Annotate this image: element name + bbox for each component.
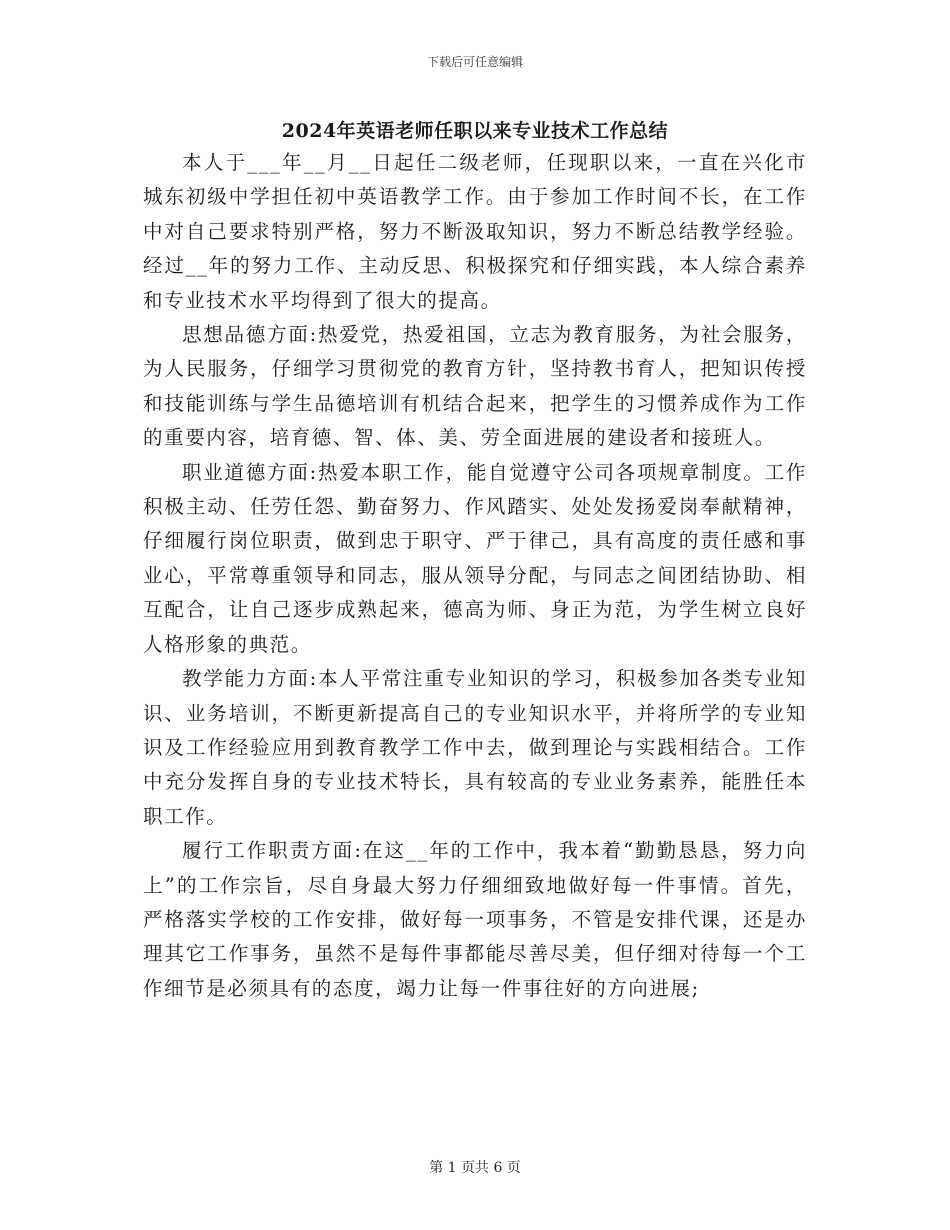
- paragraph-job-duties: 履行工作职责方面:在这__年的工作中，我本着“勤勤恳恳，努力向上”的工作宗旨，尽自身最大努力仔细细致地做好每一件事情。首先，严格落实学校的工作安排，做好每一项事务，不管是安排代课，还是办理其它工作事务，虽然不是每件事都能尽善尽美，但仔细对待每一个工作细节是必须具有的态度，竭力让每一件事往好的方向进展;: [143, 839, 807, 1000]
- document-title: 2024年英语老师任职以来专业技术工作总结: [281, 120, 669, 142]
- page-header: 下载后可任意编辑: [426, 55, 523, 69]
- paragraph-teaching-ability: 教学能力方面:本人平常注重专业知识的学习，积极参加各类专业知识、业务培训，不断更新提高自己的专业知识水平，并将所学的专业知识及工作经验应用到教育教学工作中去，做到理论与实践相结合。工作中充分发挥自身的专业技术特长，具有较高的专业业务素养，能胜任本职工作。: [143, 667, 807, 828]
- paragraph-professional-ethics: 职业道德方面:热爱本职工作，能自觉遵守公司各项规章制度。工作积极主动、任劳任怨、勤奋努力、作风踏实、处处发扬爱岗奉献精神，仔细履行岗位职责，做到忠于职守、严于律己，具有高度的责任感和事业心，平常尊重领导和同志，服从领导分配，与同志之间团结协助、相互配合，让自己逐步成熟起来，德高为师、身正为范，为学生树立良好人格形象的典范。: [143, 460, 807, 656]
- paragraph-intro: 本人于___年__月__日起任二级老师，任现职以来，一直在兴化市城东初级中学担任初中英语教学工作。由于参加工作时间不长，在工作中对自己要求特别严格，努力不断汲取知识，努力不断总结教学经验。经过__年的努力工作、主动反思、积极探究和仔细实践，本人综合素养和专业技术水平均得到了很大的提高。: [143, 151, 807, 312]
- page-footer: 第 1 页共 6 页: [429, 1160, 521, 1176]
- document-body: [143, 146, 807, 1006]
- paragraph-ideology: 思想品德方面:热爱党，热爱祖国，立志为教育服务，为社会服务，为人民服务，仔细学习贯彻党的教育方针，坚持教书育人，把知识传授和技能训练与学生品德培训有机结合起来，把学生的习惯养成作为工作的重要内容，培育德、智、体、美、劳全面进展的建设者和接班人。: [143, 323, 807, 450]
